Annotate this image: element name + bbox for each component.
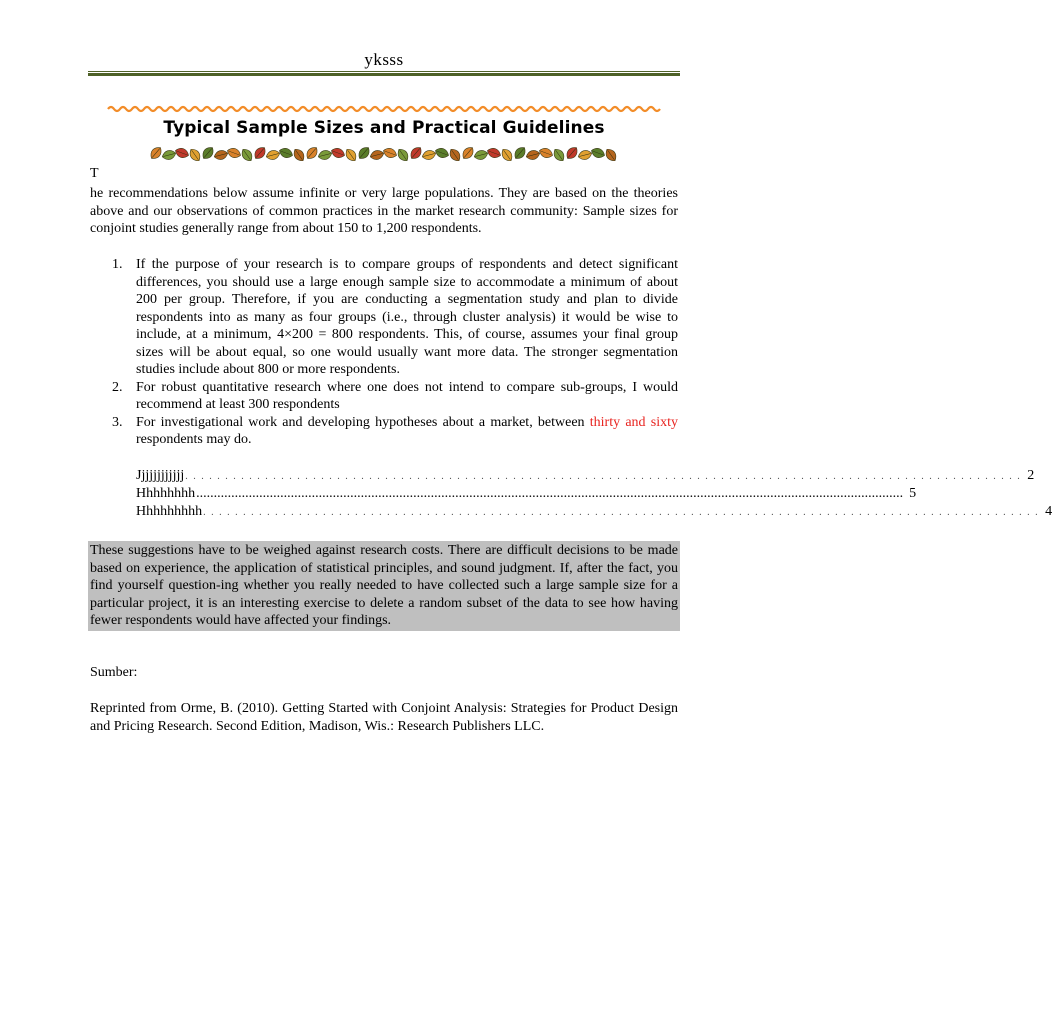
list-item-text: For investigational work and developing hypotheses about a market, between <box>136 414 590 430</box>
list-item <box>90 256 678 379</box>
header-title: yksss <box>364 50 404 69</box>
toc-leader: . . . . . . . . . . . . . . . . . . . . . . . . . . . . . . . . . . . . . . . . . . . . . . . . . . . . . . . . . . . . . . . . . . . . . . . . . . . . . . . . . . . . . . . . . . . . . . . . . . . . . . . . . <box>185 471 1022 482</box>
source-label: Sumber: <box>90 665 138 680</box>
intro-paragraph: he recommendations below assume infinite or very large populations. They are based on the theories above and our observations of common practices in the market research community: Sample sizes for conjoint studies generally range from about 150 to 1,200 respondents. <box>90 186 678 236</box>
toc-page: 5 <box>909 486 917 501</box>
toc-label: Hhhhhhhh <box>136 486 196 501</box>
list-number: 1. <box>112 257 123 272</box>
list-item-text: For robust quantitative research where one does not intend to compare sub-groups, I would recommend at least 300 respondents <box>136 379 678 412</box>
decorative-leaf-border <box>150 144 618 164</box>
toc-label: Jjjjjjjjjjjj <box>136 468 185 483</box>
header-rule <box>88 71 680 76</box>
decorative-wave-divider <box>108 104 660 114</box>
toc-page: 2 <box>1027 468 1035 483</box>
list-item <box>90 379 678 414</box>
guideline-list <box>90 256 678 449</box>
toc-leader: . . . . . . . . . . . . . . . . . . . . . . . . . . . . . . . . . . . . . . . . . . . . . . . . . . . . . . . . . . . . . . . . . . . . . . . . . . . . . . . . . . . . . . . . . . . . . . . . . . . . . . . . . <box>203 507 1040 518</box>
list-item-text: If the purpose of your research is to compare groups of respondents and detect significant differences, you should use a large enough sample size to accommodate a minimum of about 200 per group. Therefore, if you are conducting a segmentation study and plan to divide respondents into as many as four groups (i.e., through cluster analysis) it would be wise to include, at a minimum, 4×200 = 800 respondents. This, of course, assumes your final group sizes will be about equal, so one would usually want more data. The stronger segmentation studies include about 800 or more respondents. <box>136 257 678 377</box>
toc-entry[interactable] <box>136 486 917 504</box>
intro-dropcap: T <box>90 166 99 181</box>
list-number: 2. <box>112 379 123 395</box>
list-number: 3. <box>112 414 123 430</box>
highlighted-text: thirty and sixty <box>589 414 678 430</box>
list-item <box>90 414 678 449</box>
toc-entry[interactable] <box>136 468 1035 486</box>
toc-entry[interactable] <box>136 504 1052 522</box>
shaded-paragraph: These suggestions have to be weighed against research costs. There are difficult decisions to be made based on experience, the application of statistical principles, and sound judgment. If, after the fact, you find yourself question-ing whether you really needed to have collected such a large sample size for a particular project, it is an interesting exercise to delete a random subset of the data to see how having fewer respondents would have affected your findings. <box>88 541 680 631</box>
document-title: Typical Sample Sizes and Practical Guidelines <box>163 118 605 138</box>
list-item-text-end: respondents may do. <box>136 432 252 447</box>
reprint-citation: Reprinted from Orme, B. (2010). Getting Started with Conjoint Analysis: Strategies for Product Design and Pricing Research. Second Edition, Madison, Wis.: Research Publishers LLC. <box>90 701 678 734</box>
table-of-contents <box>136 468 1052 522</box>
toc-leader: .......................................................................................................................................................................................................... <box>196 486 904 501</box>
toc-label: Hhhhhhhhh <box>136 504 203 519</box>
toc-page: 4 <box>1045 504 1052 519</box>
